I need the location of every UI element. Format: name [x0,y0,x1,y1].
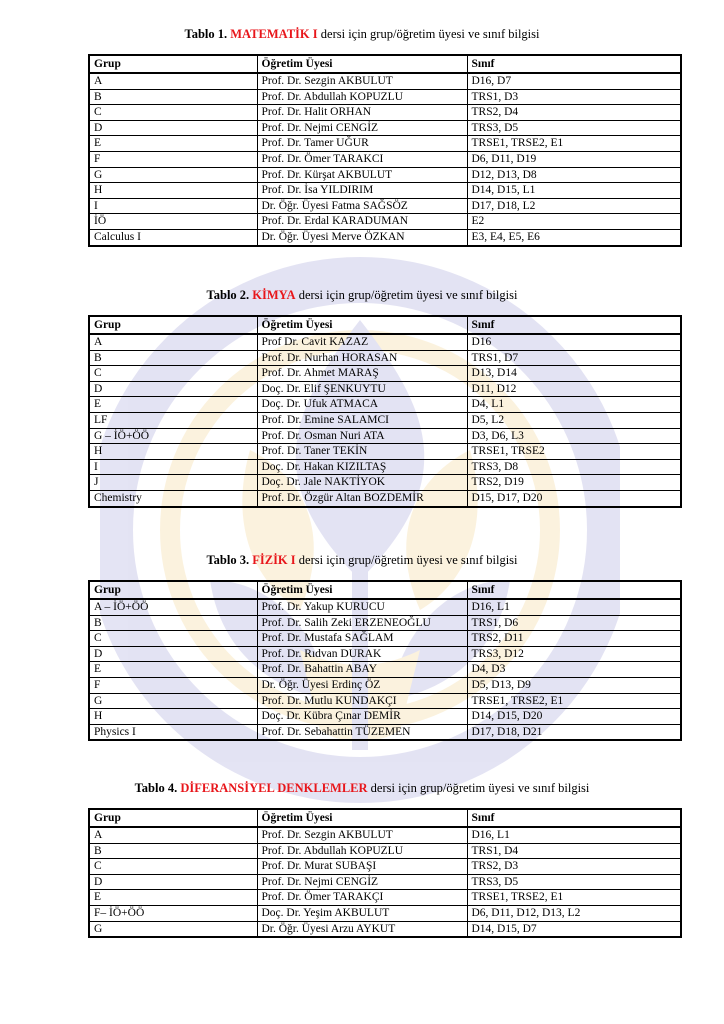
header-sinif: Sınıf [467,316,681,334]
cell-sinif: D16, D7 [467,73,681,89]
table-header-row [89,316,681,334]
cell-grup: E [89,136,257,152]
cell-ogretim-uyesi: Prof. Dr. Abdullah KOPUZLU [257,89,467,105]
cell-grup: Physics I [89,724,257,740]
table-row [89,475,681,491]
header-sinif: Sınıf [467,809,681,827]
table-row [89,490,681,506]
cell-grup: G [89,921,257,937]
cell-grup: LF [89,412,257,428]
cell-grup: Chemistry [89,490,257,506]
cell-grup: D [89,874,257,890]
table-1-caption [0,26,724,42]
cell-sinif: TRS3, D12 [467,646,681,662]
cell-sinif: TRS1, D3 [467,89,681,105]
cell-grup: F– İÖ+ÖÖ [89,905,257,921]
cell-ogretim-uyesi: Dr. Öğr. Üyesi Fatma SAĞSÖZ [257,198,467,214]
cell-grup: E [89,662,257,678]
table-row [89,334,681,350]
table-row [89,412,681,428]
cell-grup: A [89,73,257,89]
cell-sinif: TRS3, D5 [467,874,681,890]
cell-ogretim-uyesi: Doç. Dr. Hakan KIZILTAŞ [257,459,467,475]
table-row [89,73,681,89]
table-row [89,709,681,725]
table-row [89,724,681,740]
cell-sinif: D14, D15, D20 [467,709,681,725]
cell-sinif: D17, D18, L2 [467,198,681,214]
cell-sinif: D6, D11, D12, D13, L2 [467,905,681,921]
cell-grup: B [89,615,257,631]
table-header-row [89,809,681,827]
cell-ogretim-uyesi: Prof. Dr. Halit ORHAN [257,105,467,121]
caption-suffix: dersi için grup/öğretim üyesi ve sınıf bilgisi [298,288,518,302]
cell-sinif: D11, D12 [467,381,681,397]
header-grup: Grup [89,55,257,73]
cell-sinif: D16 [467,334,681,350]
cell-grup: D [89,120,257,136]
cell-grup: I [89,198,257,214]
header-grup: Grup [89,581,257,599]
cell-ogretim-uyesi: Prof. Dr. İsa YILDIRIM [257,183,467,199]
cell-grup: C [89,366,257,382]
caption-prefix: Tablo 3. [206,553,250,567]
table-row [89,662,681,678]
subject-name: KİMYA [252,288,296,302]
cell-grup: D [89,381,257,397]
cell-sinif: D17, D18, D21 [467,724,681,740]
header-ogretim-uyesi: Öğretim Üyesi [257,55,467,73]
cell-grup: C [89,105,257,121]
cell-ogretim-uyesi: Dr. Öğr. Üyesi Merve ÖZKAN [257,229,467,245]
caption-suffix: dersi için grup/öğretim üyesi ve sınıf bilgisi [298,553,518,567]
cell-ogretim-uyesi: Prof. Dr. Ömer TARAKÇI [257,890,467,906]
cell-ogretim-uyesi: Prof. Dr. Salih Zeki ERZENEOĞLU [257,615,467,631]
cell-grup: A – İÖ+ÖÖ [89,599,257,615]
cell-sinif: TRS1, D4 [467,843,681,859]
cell-sinif: TRS1, D6 [467,615,681,631]
cell-ogretim-uyesi: Prof. Dr. Sezgin AKBULUT [257,827,467,843]
cell-sinif: D16, L1 [467,827,681,843]
header-ogretim-uyesi: Öğretim Üyesi [257,581,467,599]
cell-grup: A [89,334,257,350]
cell-grup: G – İÖ+ÖÖ [89,428,257,444]
cell-ogretim-uyesi: Prof. Dr. Rıdvan DURAK [257,646,467,662]
table-row [89,350,681,366]
cell-sinif: D14, D15, D7 [467,921,681,937]
cell-ogretim-uyesi: Prof. Dr. Nejmi CENGİZ [257,120,467,136]
table-row [89,366,681,382]
table-1 [88,54,682,247]
cell-grup: E [89,397,257,413]
cell-ogretim-uyesi: Doç. Dr. Yeşim AKBULUT [257,905,467,921]
cell-ogretim-uyesi: Prof. Dr. Erdal KARADUMAN [257,214,467,230]
cell-ogretim-uyesi: Prof. Dr. Murat SUBAŞI [257,859,467,875]
table-row [89,905,681,921]
cell-grup: H [89,709,257,725]
cell-sinif: TRS2, D4 [467,105,681,121]
cell-ogretim-uyesi: Prof. Dr. Bahattin ABAY [257,662,467,678]
table-row [89,459,681,475]
cell-grup: B [89,843,257,859]
table-row [89,599,681,615]
table-row [89,381,681,397]
cell-sinif: D14, D15, L1 [467,183,681,199]
table-row [89,105,681,121]
cell-sinif: D6, D11, D19 [467,151,681,167]
cell-ogretim-uyesi: Prof. Dr. Osman Nuri ATA [257,428,467,444]
table-row [89,167,681,183]
subject-name: MATEMATİK I [230,27,318,41]
cell-ogretim-uyesi: Prof. Dr. Sezgin AKBULUT [257,73,467,89]
table-row [89,827,681,843]
table-4 [88,808,682,938]
cell-ogretim-uyesi: Prof. Dr. Abdullah KOPUZLU [257,843,467,859]
cell-sinif: D5, D13, D9 [467,677,681,693]
cell-grup: I [89,459,257,475]
cell-grup: C [89,631,257,647]
cell-ogretim-uyesi: Prof. Dr. Nurhan HORASAN [257,350,467,366]
cell-sinif: D15, D17, D20 [467,490,681,506]
caption-prefix: Tablo 4. [134,781,178,795]
cell-ogretim-uyesi: Prof. Dr. Ahmet MARAŞ [257,366,467,382]
table-row [89,890,681,906]
cell-grup: C [89,859,257,875]
table-row [89,615,681,631]
table-row [89,198,681,214]
cell-sinif: D12, D13, D8 [467,167,681,183]
table-4-caption [0,780,724,796]
caption-prefix: Tablo 2. [206,288,250,302]
cell-ogretim-uyesi: Prof. Dr. Taner TEKİN [257,444,467,460]
cell-grup: G [89,167,257,183]
cell-sinif: TRSE1, TRSE2, E1 [467,136,681,152]
cell-ogretim-uyesi: Prof. Dr. Yakup KURUCU [257,599,467,615]
table-row [89,646,681,662]
table-row [89,693,681,709]
caption-suffix: dersi için grup/öğretim üyesi ve sınıf bilgisi [320,27,540,41]
cell-grup: B [89,350,257,366]
cell-sinif: D5, L2 [467,412,681,428]
header-grup: Grup [89,809,257,827]
cell-ogretim-uyesi: Doç. Dr. Ufuk ATMACA [257,397,467,413]
caption-prefix: Tablo 1. [184,27,228,41]
table-3-caption [0,552,724,568]
table-row [89,397,681,413]
cell-ogretim-uyesi: Prof Dr. Cavit KAZAZ [257,334,467,350]
cell-sinif: D4, L1 [467,397,681,413]
table-2-caption [0,287,724,303]
cell-ogretim-uyesi: Prof. Dr. Mutlu KUNDAKÇI [257,693,467,709]
cell-grup: F [89,677,257,693]
cell-sinif: TRS3, D8 [467,459,681,475]
cell-sinif: TRS3, D5 [467,120,681,136]
cell-ogretim-uyesi: Prof. Dr. Emine SALAMCI [257,412,467,428]
table-row [89,843,681,859]
cell-sinif: TRS2, D19 [467,475,681,491]
cell-sinif: D16, L1 [467,599,681,615]
header-sinif: Sınıf [467,55,681,73]
table-row [89,631,681,647]
cell-ogretim-uyesi: Prof. Dr. Ömer TARAKCI [257,151,467,167]
cell-sinif: TRSE1, TRSE2, E1 [467,890,681,906]
table-header-row [89,581,681,599]
header-ogretim-uyesi: Öğretim Üyesi [257,316,467,334]
table-row [89,136,681,152]
cell-ogretim-uyesi: Dr. Öğr. Üyesi Arzu AYKUT [257,921,467,937]
cell-grup: E [89,890,257,906]
cell-grup: F [89,151,257,167]
cell-ogretim-uyesi: Doç. Dr. Kübra Çınar DEMİR [257,709,467,725]
cell-sinif: TRS2, D11 [467,631,681,647]
cell-ogretim-uyesi: Dr. Öğr. Üyesi Erdinç ÖZ [257,677,467,693]
table-row [89,151,681,167]
caption-suffix: dersi için grup/öğretim üyesi ve sınıf bilgisi [370,781,590,795]
table-row [89,229,681,245]
cell-ogretim-uyesi: Doç. Dr. Jale NAKTİYOK [257,475,467,491]
cell-sinif: D3, D6, L3 [467,428,681,444]
header-ogretim-uyesi: Öğretim Üyesi [257,809,467,827]
cell-grup: B [89,89,257,105]
cell-sinif: D13, D14 [467,366,681,382]
cell-ogretim-uyesi: Prof. Dr. Kürşat AKBULUT [257,167,467,183]
subject-name: DİFERANSİYEL DENKLEMLER [180,781,368,795]
cell-ogretim-uyesi: Prof. Dr. Tamer UĞUR [257,136,467,152]
cell-sinif: TRSE1, TRSE2, E1 [467,693,681,709]
table-row [89,428,681,444]
table-row [89,120,681,136]
cell-sinif: E2 [467,214,681,230]
table-row [89,859,681,875]
cell-grup: H [89,444,257,460]
table-3 [88,580,682,741]
table-row [89,874,681,890]
cell-sinif: D4, D3 [467,662,681,678]
cell-grup: H [89,183,257,199]
cell-grup: J [89,475,257,491]
cell-ogretim-uyesi: Doç. Dr. Elif ŞENKUYTU [257,381,467,397]
cell-grup: İÖ [89,214,257,230]
table-2 [88,315,682,508]
table-row [89,677,681,693]
cell-sinif: TRS2, D3 [467,859,681,875]
cell-grup: A [89,827,257,843]
cell-ogretim-uyesi: Prof. Dr. Sebahattin TÜZEMEN [257,724,467,740]
subject-name: FİZİK I [252,553,296,567]
cell-ogretim-uyesi: Prof. Dr. Mustafa SAĞLAM [257,631,467,647]
table-row [89,921,681,937]
cell-grup: G [89,693,257,709]
cell-sinif: TRS1, D7 [467,350,681,366]
cell-sinif: TRSE1, TRSE2 [467,444,681,460]
table-row [89,444,681,460]
table-header-row [89,55,681,73]
cell-grup: D [89,646,257,662]
table-row [89,183,681,199]
header-sinif: Sınıf [467,581,681,599]
cell-ogretim-uyesi: Prof. Dr. Özgür Altan BOZDEMİR [257,490,467,506]
table-row [89,89,681,105]
table-row [89,214,681,230]
cell-grup: Calculus I [89,229,257,245]
cell-ogretim-uyesi: Prof. Dr. Nejmi CENGİZ [257,874,467,890]
cell-sinif: E3, E4, E5, E6 [467,229,681,245]
header-grup: Grup [89,316,257,334]
